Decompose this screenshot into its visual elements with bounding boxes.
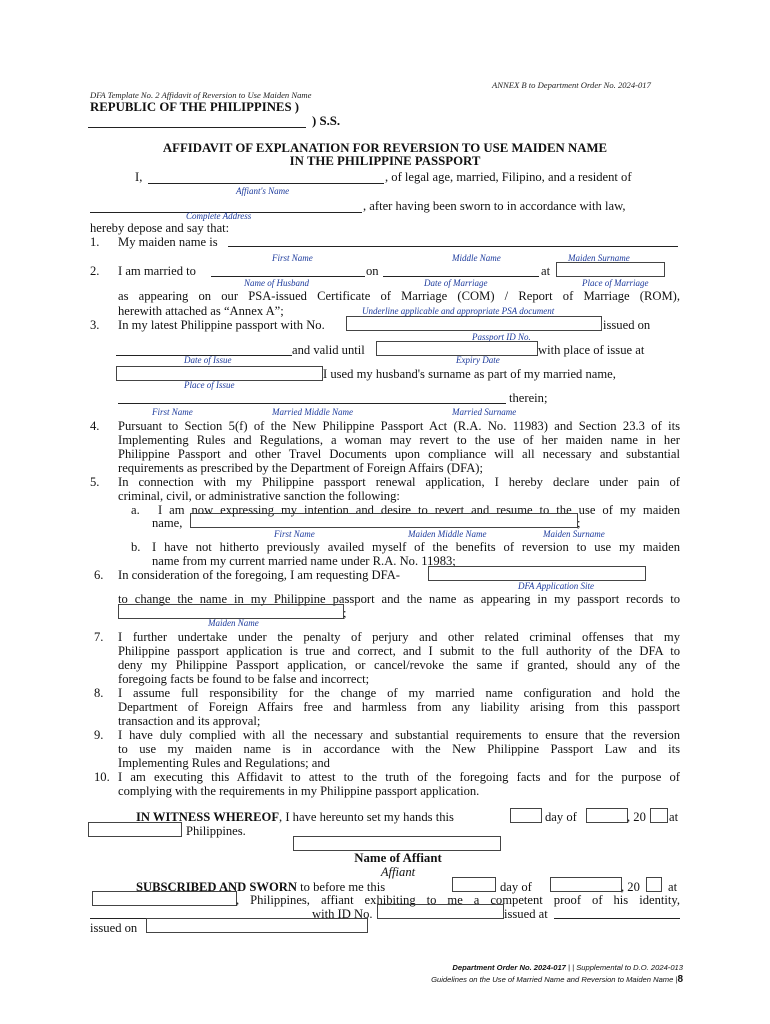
subscribed-day-of: day of: [500, 880, 532, 894]
caption-name-of-husband: Name of Husband: [244, 278, 309, 288]
item-2-annex: herewith attached as “Annex A”;: [118, 304, 284, 318]
item-5a-text: I am now expressing my intention and desire to revert and resume to the use of my maiden: [158, 503, 680, 517]
caption-maiden-surname: Maiden Surname: [568, 253, 630, 263]
item-6-requesting: In consideration of the foregoing, I am requesting DFA-: [118, 568, 400, 582]
subscribed-place-field[interactable]: [92, 891, 237, 906]
subscribed-issued-at-field[interactable]: [554, 905, 680, 919]
item-number-10: 10.: [94, 770, 110, 784]
witness-text: , I have hereunto set my hands this: [279, 810, 454, 824]
witness-place-field[interactable]: [88, 822, 182, 837]
caption-dfa-site: DFA Application Site: [518, 581, 594, 591]
subscribed-id-type-field[interactable]: [90, 905, 310, 919]
witness-philippines: Philippines.: [186, 824, 246, 838]
new-maiden-name-field[interactable]: [118, 604, 344, 619]
subscribed-issued-on: issued on: [90, 921, 138, 935]
passport-id-field[interactable]: [346, 316, 602, 331]
item-4-line-4: requirements as prescribed by the Department of Foreign Affairs (DFA);: [118, 461, 483, 475]
item-2-married-to: I am married to: [118, 264, 196, 278]
item-2-at: at: [541, 264, 551, 278]
caption-date-of-issue: Date of Issue: [184, 355, 232, 365]
item-number-8: 8.: [94, 686, 104, 700]
intro-legal-age: , of legal age, married, Filipino, and a resident of: [385, 170, 632, 184]
name-of-affiant-label: Name of Affiant: [354, 851, 442, 865]
venue-field[interactable]: [88, 114, 306, 128]
item-number-2: 2.: [90, 264, 100, 278]
witness-bold: IN WITNESS WHEREOF: [136, 810, 280, 824]
item-8-line-2: Department of Foreign Affairs free and harmless from any liability arising from this passport: [118, 700, 680, 714]
caption-middle-name: Middle Name: [452, 253, 501, 263]
item-number-3: 3.: [90, 318, 100, 332]
item-9-line-3: Implementing Rules and Regulations; and: [118, 756, 330, 770]
subscribed-text: to before me this: [300, 880, 386, 894]
item-6-change-name: to change the name in my Philippine passport and the name as appearing in my passport records to: [118, 592, 680, 606]
subscribed-issued-on-field[interactable]: [146, 918, 368, 933]
item-3-valid-until: and valid until: [292, 343, 365, 357]
item-number-7: 7.: [94, 630, 104, 644]
affiant-name-caption: Affiant's Name: [236, 186, 290, 196]
expiry-date-field[interactable]: [376, 341, 538, 356]
footer-guidelines: Guidelines on the Use of Married Name and Reversion to Maiden Name |: [431, 975, 678, 984]
subscribed-id-number-field[interactable]: [377, 904, 504, 919]
item-3-issued-on: issued on: [603, 318, 651, 332]
caption-5-maiden-surname: Maiden Surname: [543, 529, 605, 539]
item-5b-letter: b.: [131, 540, 141, 554]
caption-first-name: First Name: [272, 253, 313, 263]
caption-maiden-name: Maiden Name: [208, 618, 259, 628]
item-4-line-1: Pursuant to Section 5(f) of the New Philippine Passport Act (R.A. No. 11983) and Section 23.3 of its: [118, 419, 680, 433]
witness-year-field[interactable]: [650, 808, 668, 823]
template-label: DFA Template No. 2 Affidavit of Reversion to Use Maiden Name: [90, 90, 312, 100]
subscribed-philippines: , Philippines, affiant exhibiting to me a competent proof of his identity,: [236, 893, 680, 907]
item-9-line-2: to use my maiden name is in accordance with the New Philippine Passport Law and its: [118, 742, 680, 756]
ss-label: ) S.S.: [312, 114, 341, 128]
item-2-psa-line: as appearing on our PSA-issued Certificate of Marriage (COM) / Report of Marriage (ROM),: [118, 289, 680, 303]
item-5-line-2: criminal, civil, or administrative sanction the following:: [118, 489, 400, 503]
item-5b-text-2: name from my current married name under R.A. No. 11983;: [152, 554, 456, 568]
caption-married-middle-name: Married Middle Name: [272, 407, 353, 417]
item-4-line-3: Philippine Passport and other Travel Documents upon compliance will all necessary and substantial: [118, 447, 680, 461]
subscribed-comma-20: , 20: [621, 880, 640, 894]
intro-depose: hereby depose and say that:: [90, 221, 230, 235]
item-1-text: My maiden name is: [118, 235, 218, 249]
title-line-1: AFFIDAVIT OF EXPLANATION FOR REVERSION TO USE MAIDEN NAME: [162, 141, 608, 155]
subscribed-at: at: [668, 880, 678, 894]
married-name-field[interactable]: [118, 390, 506, 404]
item-3-therein: therein;: [509, 391, 548, 405]
maiden-full-name-field[interactable]: [190, 513, 578, 528]
item-3-passport: In my latest Philippine passport with No.: [118, 318, 325, 332]
subscribed-issued-at: issued at: [504, 907, 548, 921]
item-6-semicolon: ;: [343, 606, 347, 620]
marriage-place-field[interactable]: [556, 262, 665, 277]
item-5-line-1: In connection with my Philippine passport renewal application, I hereby declare under pain of: [118, 475, 680, 489]
husband-name-field[interactable]: [211, 263, 365, 277]
subscribed-with-id: with ID No.: [312, 907, 373, 921]
item-5a-letter: a.: [131, 503, 140, 517]
caption-expiry-date: Expiry Date: [456, 355, 500, 365]
item-5a-name: name,: [152, 516, 183, 530]
footer-sep: | |: [565, 963, 577, 972]
item-3-husband-surname: I used my husband's surname as part of my married name,: [323, 367, 616, 381]
witness-line: [136, 810, 454, 824]
caption-underline-psa: Underline applicable and appropriate PSA document: [362, 306, 555, 316]
affiant-signature-field[interactable]: [293, 836, 501, 851]
item-10-line-2: complying with the requirements in my Philippine passport application.: [118, 784, 480, 798]
affiant-name-field[interactable]: [148, 170, 384, 184]
title-line-2: IN THE PHILIPPINE PASSPORT: [289, 154, 481, 168]
item-7-line-2: Philippine passport application is true and correct, and I submit to the full authority of the DFA to: [118, 644, 680, 658]
subscribed-year-field[interactable]: [646, 877, 662, 892]
footer-order: Department Order No. 2024-017: [452, 963, 566, 972]
annex-label: ANNEX B to Department Order No. 2024-017: [492, 80, 651, 90]
item-2-on: on: [366, 264, 379, 278]
item-3-place-issue: with place of issue at: [538, 343, 645, 357]
footer-supplemental: Supplemental to D.O. 2024-013: [576, 963, 683, 972]
item-8-line-1: I assume full responsibility for the change of my married name configuration and hold the: [118, 686, 680, 700]
caption-date-of-marriage: Date of Marriage: [424, 278, 488, 288]
item-number-6: 6.: [94, 568, 104, 582]
maiden-name-field[interactable]: [228, 233, 678, 247]
dfa-site-field[interactable]: [428, 566, 646, 581]
caption-5-first-name: First Name: [274, 529, 315, 539]
caption-passport-id: Passport ID No.: [472, 332, 531, 342]
issue-date-field[interactable]: [116, 342, 292, 356]
item-9-line-1: I have duly complied with all the necessary and substantial requirements to ensure that the reversion: [118, 728, 680, 742]
affiant-label: Affiant: [380, 865, 416, 879]
marriage-date-field[interactable]: [383, 263, 539, 277]
witness-day-of: day of: [545, 810, 577, 824]
intro-i: I,: [135, 170, 143, 184]
witness-day-field[interactable]: [510, 808, 542, 823]
item-number-9: 9.: [94, 728, 104, 742]
item-number-5: 5.: [90, 475, 100, 489]
republic-heading: REPUBLIC OF THE PHILIPPINES ): [90, 100, 300, 114]
complete-address-caption: Complete Address: [186, 211, 252, 221]
item-7-line-4: foregoing facts be found to be false and incorrect;: [118, 672, 370, 686]
item-4-line-2: Implementing Rules and Regulations, a woman may revert to the use of her maiden name in her: [118, 433, 680, 447]
footer-line-2: [431, 974, 683, 985]
item-5b-text: I have not hitherto previously availed myself of the benefits of reversion to use my maiden: [152, 540, 680, 554]
footer-page-number: 8: [677, 974, 683, 985]
item-8-line-3: transaction and its approval;: [118, 714, 261, 728]
subscribed-month-field[interactable]: [550, 877, 622, 892]
subscribed-day-field[interactable]: [452, 877, 496, 892]
intro-sworn: , after having been sworn to in accordance with law,: [363, 199, 626, 213]
item-10-line-1: I am executing this Affidavit to attest to the truth of the foregoing facts and for the purpose of: [118, 770, 680, 784]
subscribed-bold: SUBSCRIBED AND SWORN: [136, 880, 297, 894]
witness-month-field[interactable]: [586, 808, 628, 823]
caption-3-first-name: First Name: [152, 407, 193, 417]
item-5a-semicolon: ;: [577, 516, 581, 530]
item-number-4: 4.: [90, 419, 100, 433]
caption-place-of-issue: Place of Issue: [184, 380, 235, 390]
place-of-issue-field[interactable]: [116, 366, 323, 381]
witness-at: at: [669, 810, 679, 824]
item-7-line-1: I further undertake under the penalty of perjury and other related criminal offenses that my: [118, 630, 680, 644]
item-7-line-3: deny my Philippine Passport application, or cancel/revoke the same if granted, should any of the: [118, 658, 680, 672]
caption-place-of-marriage: Place of Marriage: [582, 278, 649, 288]
caption-maiden-middle-name: Maiden Middle Name: [408, 529, 487, 539]
item-number-1: 1.: [90, 235, 100, 249]
footer-line-1: [452, 963, 683, 972]
caption-married-surname: Married Surname: [452, 407, 517, 417]
witness-comma-20: , 20: [627, 810, 646, 824]
